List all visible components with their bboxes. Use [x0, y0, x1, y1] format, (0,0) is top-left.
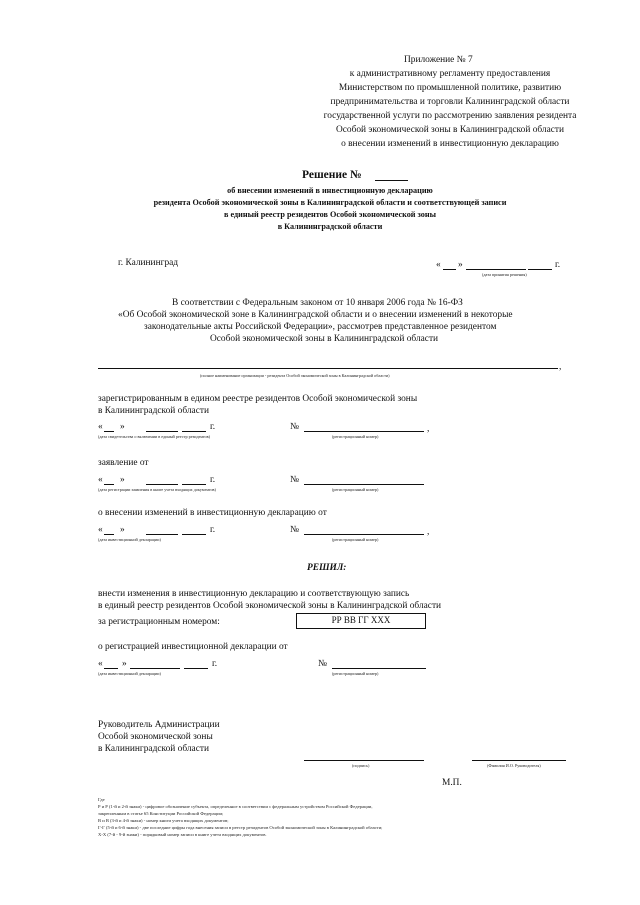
appendix-line: Министерством по промышленной политике, развитию [338, 83, 562, 93]
registration-label: о регистрацией инвестиционной декларации от [98, 642, 288, 652]
appendix-line: государственной услуги по рассмотрению заявления резидента [323, 111, 577, 121]
statement-number-caption: (регистрационный номер) [332, 487, 379, 492]
stamp-label: М.П. [442, 778, 462, 788]
statement-label: заявление от [98, 458, 149, 468]
amendment-quote-close: » [120, 525, 125, 535]
preamble-line: Особой экономической зоны в Калининградской области [210, 334, 439, 344]
date-month-line [466, 269, 526, 270]
statement-year-suffix: г. [210, 475, 216, 485]
city-label: г. Калининград [118, 258, 179, 268]
registration-date-caption: (дата инвестиционной декларации) [98, 671, 161, 676]
date-quote-close: » [458, 260, 463, 270]
signature-caption: (подпись) [352, 763, 370, 768]
registration-quote-open: « [98, 659, 103, 669]
organization-name-line [98, 368, 558, 369]
statement-number-sign: № [290, 475, 299, 485]
reg-number-label: за регистрационным номером: [98, 617, 220, 627]
amendment-comma: , [427, 527, 430, 537]
amendment-number-sign: № [290, 525, 299, 535]
registration-number-caption: (регистрационный номер) [332, 671, 379, 676]
appendix-line: к административному регламенту предоставления [349, 69, 551, 79]
footnote: закрепленным в статье 65 Конституции Российской Федерации; [98, 811, 224, 816]
footnote: Р и Р (1-й и 2-й знаки) - цифровое обозначение субъекта, определенное в соответствии с федеральным устройством Российской Федерации, [98, 804, 373, 809]
organization-comma: , [559, 362, 562, 372]
statement-quote-open: « [98, 475, 103, 485]
registration-number-line [332, 668, 426, 669]
amendment-month-line [146, 534, 178, 535]
amendment-quote-open: « [98, 525, 103, 535]
decision-title: Решение № [302, 169, 362, 181]
registration-month-line [130, 668, 180, 669]
amendment-year-line [182, 534, 206, 535]
signatory-line: в Калининградской области [98, 744, 209, 754]
registered-date-caption: (дата свидетельства о включении в единый реестр резидентов) [98, 434, 210, 439]
registered-quote-open: « [98, 422, 103, 432]
date-year-suffix: г. [555, 260, 561, 270]
amendment-year-suffix: г. [210, 525, 216, 535]
date-caption: (дата принятия решения) [482, 272, 527, 277]
resolved-line: в единый реестр резидентов Особой экономической зоны в Калининградской области [98, 601, 442, 611]
appendix-line: предпринимательства и торговли Калининградской области [330, 97, 570, 107]
date-year-line [528, 269, 552, 270]
statement-quote-close: » [120, 475, 125, 485]
amendment-date-caption: (дата инвестиционной декларации) [98, 537, 161, 542]
date-day-line [443, 269, 456, 270]
registered-month-line [146, 431, 178, 432]
registered-number-caption: (регистрационный номер) [332, 434, 379, 439]
preamble-line: законодательные акты Российской Федерации», рассмотрев представленное резидентом [144, 322, 497, 332]
resolved-line: внести изменения в инвестиционную декларацию и соответствующую запись [98, 589, 410, 599]
statement-number-line [304, 484, 424, 485]
date-quote-open: « [436, 260, 441, 270]
registered-number-sign: № [290, 422, 299, 432]
organization-caption: (полное наименование организации - резидента Особой экономической зоны в Калининградской области) [200, 373, 390, 378]
footnote: Х-Х (7-й - 9-й знаки) - порядковый номер записи в книге учета входящих документов. [98, 832, 267, 837]
amendment-number-line [304, 534, 424, 535]
registered-line: зарегистрированным в едином реестре резидентов Особой экономической зоны [98, 394, 418, 404]
decision-subtitle: резидента Особой экономической зоны в Калининградской области и соответствующей записи [153, 198, 507, 207]
footnote: В и В (3-й и 4-й знаки) - номер книги учета входящих документов; [98, 818, 229, 823]
amendment-label: о внесении изменений в инвестиционную декларацию от [98, 508, 327, 518]
statement-year-line [182, 484, 206, 485]
name-caption: (Фамилия И.О. Руководителя) [487, 763, 541, 768]
decision-subtitle: об внесении изменений в инвестиционную декларацию [227, 186, 433, 195]
registration-year-suffix: г. [212, 659, 218, 669]
decision-subtitle: в единый реестр резидентов Особой экономической зоны [224, 210, 436, 219]
amendment-day-line [104, 534, 114, 535]
registered-line: в Калининградской области [98, 406, 209, 416]
registered-year-line [182, 431, 206, 432]
registration-day-line [104, 668, 118, 669]
registration-quote-close: » [122, 659, 127, 669]
registration-number-sign: № [318, 659, 327, 669]
statement-day-line [104, 484, 114, 485]
signatory-line: Руководитель Администрации [98, 720, 220, 730]
registered-comma: , [427, 424, 430, 434]
reg-number-box: РР ВВ ГГ ХХХ [296, 613, 426, 629]
appendix-line: Особой экономической зоны в Калининградской области [335, 125, 565, 135]
decision-number-line [375, 180, 408, 181]
statement-month-line [146, 484, 178, 485]
preamble-line: В соответствии с Федеральным законом от 10 января 2006 года № 16-ФЗ [172, 298, 463, 308]
registration-year-line [184, 668, 208, 669]
registered-quote-close: » [120, 422, 125, 432]
registered-day-line [104, 431, 114, 432]
footnote: Где [98, 797, 105, 802]
signatory-line: Особой экономической зоны [98, 732, 213, 742]
registered-year-suffix: г. [210, 422, 216, 432]
amendment-number-caption: (регистрационный номер) [332, 537, 379, 542]
footnote: Г-Г (5-й и 6-й знаки) - две последние цифры года внесения записи в реестр резидентов Особой экономической зоны в Калининградской области; [98, 825, 383, 830]
resolved-heading: РЕШИЛ: [307, 563, 347, 573]
signature-line [304, 760, 424, 761]
appendix-number: Приложение № 7 [404, 55, 473, 65]
statement-date-caption: (дата регистрации заявления в книге учета входящих документов) [98, 487, 216, 492]
name-line [472, 760, 566, 761]
preamble-line: «Об Особой экономической зоне в Калининградской области и о внесении изменений в некоторые [118, 310, 513, 320]
appendix-line: о внесении изменений в инвестиционную декларацию [341, 139, 559, 149]
decision-subtitle: в Калининградской области [277, 222, 383, 231]
registered-number-line [304, 431, 424, 432]
